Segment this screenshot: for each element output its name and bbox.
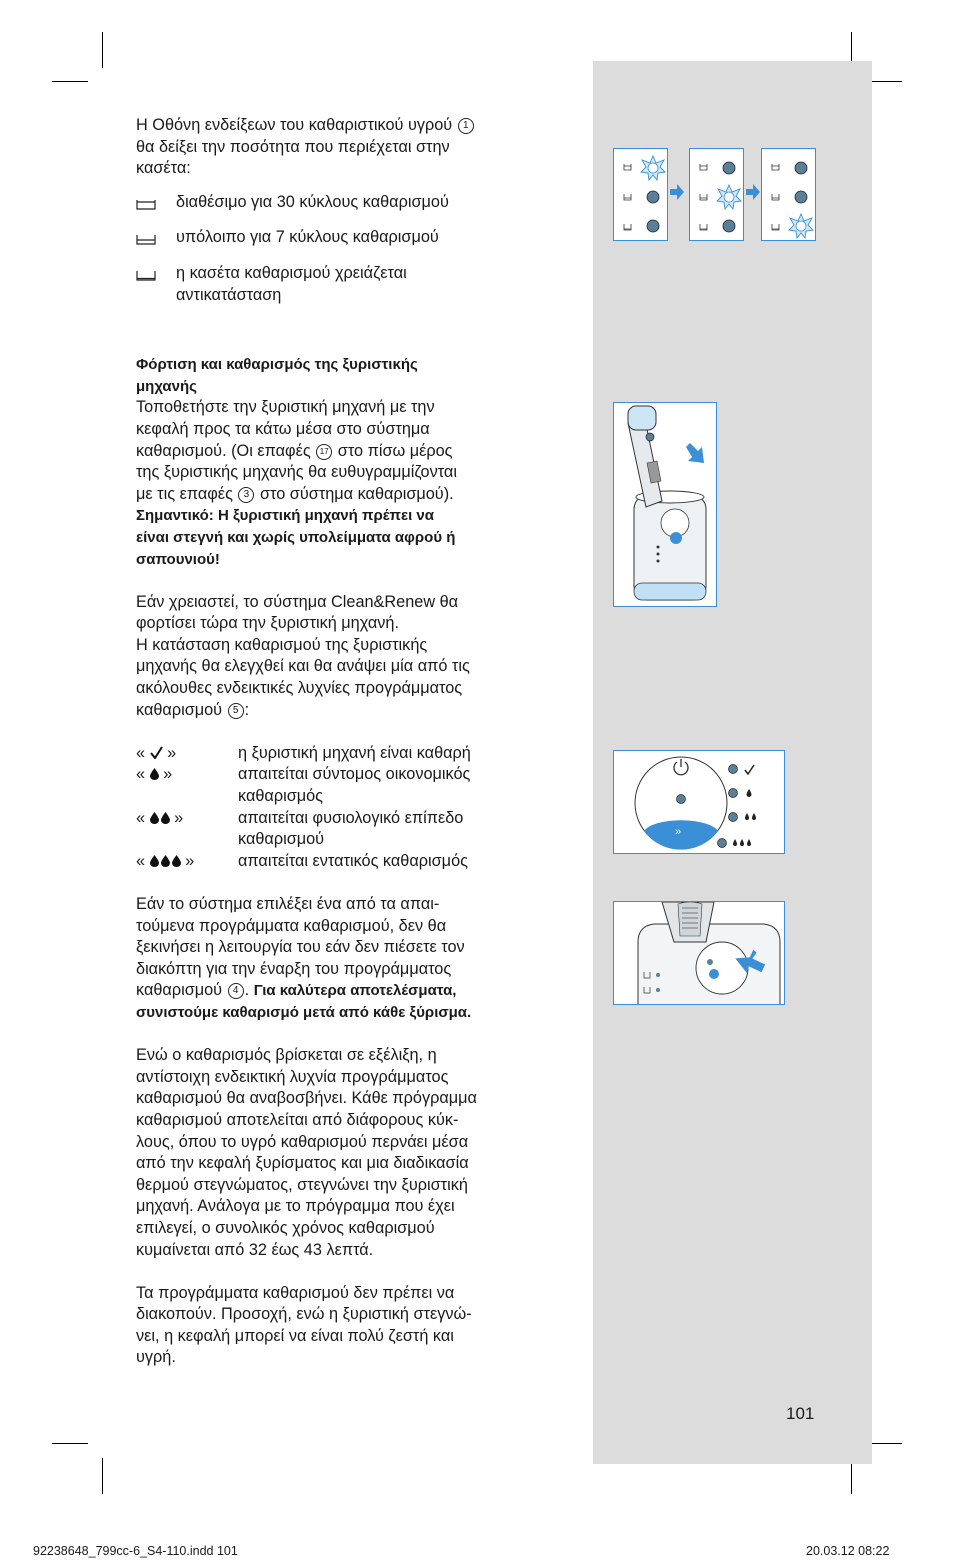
text-line: μηχανής θα ελεγχθεί και θα ανάψει μία από τις [136,657,470,676]
text-line: ξεκινήσει η λειτουργία του εάν δεν πιέσετε τον [136,938,465,957]
cartridge-full-icon [136,199,156,210]
arrow-right-icon [746,184,760,200]
drop-icon [150,855,159,867]
text-line: λους, όπου το υγρό καθαρισμού περνάει μέσα [136,1132,469,1151]
crop-mark [52,1443,88,1444]
text: η κασέτα καθαρισμού χρειάζεται [176,263,407,282]
section-heading: μηχανής [136,377,197,395]
text: αντικατάσταση [176,285,282,304]
text-line: Τοποθετήστε την ξυριστική μηχανή με την [136,398,435,417]
page-number: 101 [786,1404,815,1423]
text-line: Ενώ ο καθαρισμός βρίσκεται σε εξέλιξη, η [136,1046,437,1065]
text-line: υγρή. [136,1348,176,1367]
level-text: υπόλοιπο για 7 κύκλους καθαρισμού [176,228,439,247]
level-text: διαθέσιμο για 30 κύκλους καθαρισμού [176,192,449,211]
text-line: καθαρισμού. (Οι επαφές 17 στο πίσω μέρος [136,441,453,460]
text-line: διακοπούν. Προσοχή, ενώ η ξυριστική στεγνώ- [136,1305,472,1324]
drop-icon [172,855,181,867]
drop-icon [150,768,159,780]
main-text-column [136,115,556,1369]
text-line: τούμενα προγράμματα καθαρισμού, δεν θα [136,916,447,935]
important-note: είναι στεγνή και χωρίς υπολείμματα αφρού ή [136,528,456,546]
text-line: Η κατάσταση καθαρισμού της ξυριστικής [136,635,428,654]
text-line: καθαρισμού 4 . Για καλύτερα αποτελέσματα, [136,981,457,1000]
cartridge-level-sequence [608,145,828,245]
program-text: απαιτείται εντατικός καθαρισμός [238,851,468,870]
arrow-right-icon [670,184,684,200]
cartridge-low-icon [136,234,156,245]
text-line: κυμαίνεται από 32 έως 43 λεπτά. [136,1240,374,1259]
crop-mark [102,1458,103,1494]
text-line: Εάν το σύστημα επιλέξει ένα από τα απαι- [136,895,440,913]
checkmark-icon [745,765,754,774]
text-line: μηχανή. Ανάλογα με το πρόγραμμα που έχει [136,1197,455,1216]
figure-press-start [613,901,785,1005]
text-line: αντίστοιχη ενδεικτική λυχνία προγράμματος [136,1067,449,1086]
text-line: φορτίσει τώρα την ξυριστική μηχανή. [136,614,399,633]
crop-mark [102,32,103,68]
press-start-illustration [614,902,785,1005]
text-line: της ξυριστικής μηχανής θα ευθυγραμμίζονται [136,463,457,482]
program-row [136,851,556,873]
important-note: σαπουνιού! [136,550,220,568]
program-text: απαιτείται σύντομος οικονομικός καθαρισμός [238,765,471,806]
text-line: ακόλουθες ενδεικτικές λυχνίες προγράμματος [136,679,463,698]
text-line: καθαρισμού 5 : [136,700,250,719]
text-line: Τα προγράμματα καθαρισμού δεν πρέπει να [136,1283,455,1302]
cartridge-panel-full [614,149,668,241]
drop-icon [161,812,170,824]
text-line: από την κεφαλή ξυρίσματος και μια διαδικασία [136,1154,469,1173]
text-line: με τις επαφές 3 στο σύστημα καθαρισμού). [136,484,454,503]
reference-number: 3 [238,487,254,503]
checkmark-icon [150,746,163,759]
recommendation: συνιστούμε καθαρισμό μετά από κάθε ξύρισμα. [136,1003,472,1021]
drop-icon [150,812,159,824]
drop-icon [161,855,170,867]
reference-number: 4 [228,983,244,999]
text-line: καθαρισμού αποτελείται από διάφορους κύκ- [136,1110,459,1129]
text: Η Οθόνη ενδείξεων του καθαριστικού υγρού [136,116,453,134]
program-indicator: « » [136,851,195,870]
section-heading: Φόρτιση και καθαρισμός της ξυριστικής [136,356,418,374]
text-line: Εάν χρειαστεί, το σύστημα Clean&Renew θα [136,592,459,611]
text-line: καθαρισμού θα αναβοσβήνει. Κάθε πρόγραμμα [136,1089,477,1108]
reference-number: 1 [458,118,474,134]
level-row [136,263,556,306]
reference-number: 5 [228,703,244,719]
footer-filename: 92238648_799cc-6_S4-110.indd 101 [33,1544,238,1558]
program-row [136,764,556,807]
text-line: νει, η κεφαλή μπορεί να είναι πολύ ζεστή και [136,1326,454,1345]
level-row [136,227,556,252]
program-row [136,743,556,765]
text-line: επιλεγεί, ο συνολικός χρόνος καθαρισμού [136,1218,435,1237]
important-note: Σημαντικό: Η ξυριστική μηχανή πρέπει να [136,507,434,525]
intro-line: κασέτα: [136,159,191,178]
cartridge-panel-empty [762,149,816,241]
text-line: θερμού στεγνώματος, στεγνώνει την ξυριστική [136,1175,468,1194]
figure-shaver-in-station [613,402,717,607]
text-line: κεφαλή προς τα κάτω μέσα στο σύστημα [136,419,430,438]
program-text: η ξυριστική μηχανή είναι καθαρή [238,743,471,762]
cartridge-empty-icon [136,270,156,281]
program-text: απαιτείται φυσιολογικό επίπεδο καθαρισμού [238,808,464,849]
program-indicator: « » [136,765,173,784]
shaver-station-illustration [614,403,717,607]
intro-line: θα δείξει την ποσότητα που περιέχεται στην [136,137,450,156]
program-indicator: « » [136,808,184,827]
program-row [136,808,556,851]
level-text [176,263,407,306]
program-indicator-illustration [614,751,785,854]
figure-program-indicators [613,750,785,854]
crop-mark [52,81,88,82]
footer-timestamp: 20.03.12 08:22 [806,1544,890,1558]
program-indicator: « » [136,743,177,762]
intro-line [136,115,556,137]
level-row [136,192,556,217]
cartridge-panel-low [690,149,744,241]
reference-number: 17 [316,444,332,460]
arrow-down-icon [686,443,704,463]
text-line: διακόπτη για την έναρξη του προγράμματος [136,959,452,978]
svg-text:»: » [675,826,682,838]
